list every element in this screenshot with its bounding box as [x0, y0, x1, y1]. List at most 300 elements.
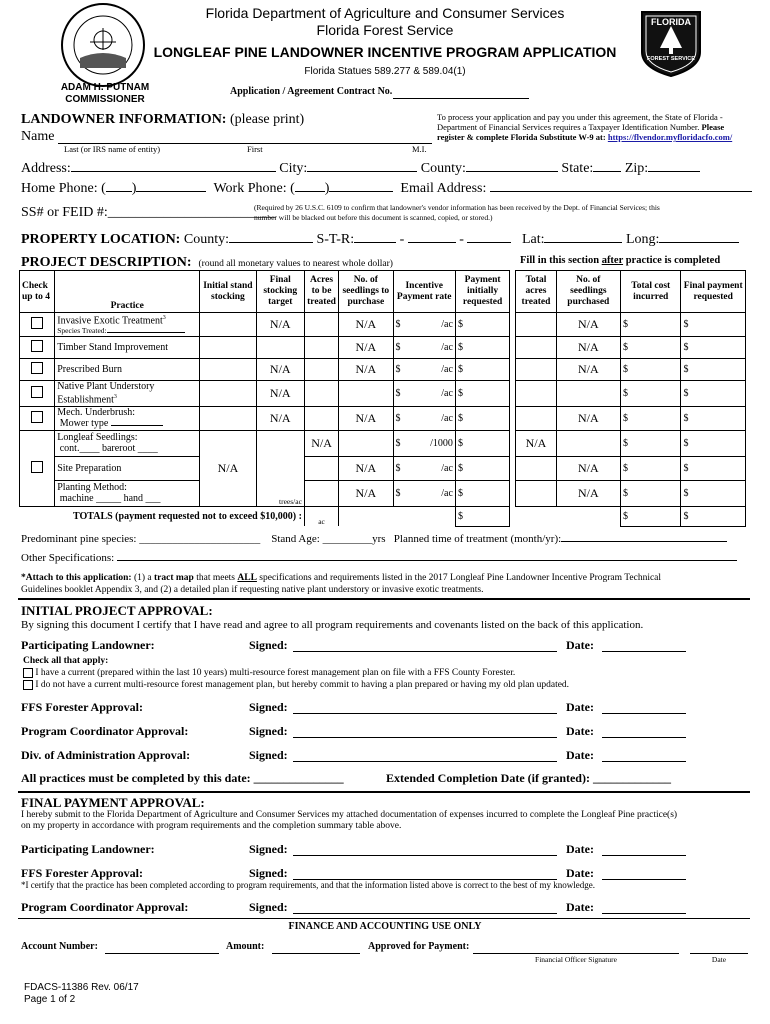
- burn-total-acres-cell[interactable]: [516, 359, 556, 381]
- timber-acres-cell[interactable]: [304, 337, 338, 359]
- mech-purchased-na: N/A: [556, 406, 620, 430]
- siteprep-final-cell[interactable]: [681, 456, 746, 480]
- property-county-field[interactable]: [229, 242, 313, 243]
- specs-row: [21, 533, 727, 545]
- final-forester-date-field[interactable]: [602, 879, 686, 880]
- totals-payment-cell[interactable]: [455, 506, 509, 526]
- check-all-label: Check all that apply:: [23, 656, 109, 666]
- col-payment: Payment initially requested: [455, 271, 509, 313]
- burn-acres-cell[interactable]: [304, 359, 338, 381]
- payment-dollar: $: [457, 462, 463, 474]
- trees-per-acre-unit: trees/ac: [279, 496, 302, 506]
- planting-purchased-na: N/A: [556, 480, 620, 506]
- work-phone-label: Work Phone: (: [213, 181, 295, 196]
- planting-final-cell[interactable]: [681, 480, 746, 506]
- plan-option-1-checkbox[interactable]: [23, 668, 33, 678]
- property-county-label: County:: [183, 232, 229, 247]
- cost-dollar: $: [623, 487, 629, 499]
- w9-link[interactable]: https://flvendor.myfloridacfo.com/: [607, 132, 733, 142]
- dept-name: Florida Department of Agriculture and Consumer Services: [205, 5, 565, 21]
- siteprep-acres-cell[interactable]: [304, 456, 338, 480]
- rate-dollar: $: [395, 437, 401, 449]
- project-heading-note: (round all monetary values to nearest whole dollar): [198, 259, 393, 269]
- practice-native: [55, 381, 200, 406]
- amount-field[interactable]: [272, 953, 360, 954]
- range-field[interactable]: [467, 242, 511, 243]
- payment-dollar: $: [457, 437, 463, 449]
- table-row: [20, 406, 746, 430]
- table-header-row: [20, 271, 746, 313]
- totals-blank-2: [516, 506, 621, 526]
- planting-checkbox[interactable]: [31, 461, 43, 473]
- planting-rate-cell[interactable]: [393, 480, 455, 506]
- forester-signature-field[interactable]: [293, 713, 557, 714]
- burn-checkbox[interactable]: [31, 362, 43, 374]
- col-seedlings: No. of seedlings to purchase: [339, 271, 393, 313]
- str-label: S-T-R:: [316, 232, 355, 247]
- long-label: Long:: [625, 232, 660, 247]
- certify-note: *I certify that the practice has been completed according to program requirements, and that the information listed above is correct to the best of my knowledge.: [21, 880, 596, 890]
- totals-cost-dollar: $: [623, 510, 629, 522]
- str-dash-1: -: [399, 232, 405, 247]
- native-seedlings-cell[interactable]: [339, 381, 393, 406]
- long-field[interactable]: [659, 242, 739, 243]
- payment-dollar: $: [457, 412, 463, 424]
- predominant-species: Predominant pine species: ______________________: [21, 533, 261, 545]
- planting-final-cell[interactable]: [256, 430, 304, 506]
- other-specs-field[interactable]: [117, 560, 737, 561]
- officer-signature-field[interactable]: [473, 953, 679, 954]
- totals-row: [20, 506, 746, 526]
- burn-cost-cell[interactable]: [621, 359, 681, 381]
- section-field[interactable]: [354, 242, 396, 243]
- native-label-1: Native Plant Understory: [57, 381, 155, 393]
- home-phone-paren: ): [131, 181, 137, 196]
- zip-field[interactable]: [648, 171, 700, 172]
- totals-label: TOTALS (payment requested not to exceed $10,000) :: [20, 506, 305, 526]
- admin-signature-field[interactable]: [293, 761, 557, 762]
- table-row: [20, 359, 746, 381]
- table-row: [20, 381, 746, 406]
- species-treated-field[interactable]: [107, 332, 185, 333]
- admin-date-field[interactable]: [602, 761, 686, 762]
- col-practice: Practice: [55, 271, 200, 313]
- mech-initial-cell[interactable]: [200, 406, 256, 430]
- badge-top-text: FLORIDA: [651, 17, 691, 27]
- planned-time-label: Planned time of treatment (month/yr):: [393, 533, 562, 545]
- seedlings-payment-cell[interactable]: [455, 430, 509, 456]
- seedlings-count-cell[interactable]: [339, 430, 393, 456]
- stand-age: Stand Age: _________yrs: [271, 533, 386, 545]
- invasive-total-acres-cell[interactable]: [516, 313, 556, 337]
- mech-total-acres-cell[interactable]: [516, 406, 556, 430]
- planting-seedlings-na: N/A: [339, 480, 393, 506]
- totals-cost-cell[interactable]: [621, 506, 681, 526]
- siteprep-cost-cell[interactable]: [621, 456, 681, 480]
- final-dollar: $: [683, 387, 689, 399]
- address-field[interactable]: [71, 171, 276, 172]
- completion-deadline: All practices must be completed by this date: _______________: [21, 771, 344, 785]
- landowner-heading: [21, 112, 304, 128]
- final-coordinator-label: Program Coordinator Approval:: [21, 900, 189, 914]
- rate-dollar: $: [395, 319, 401, 331]
- native-final-na: N/A: [256, 381, 304, 406]
- payment-dollar: $: [457, 387, 463, 399]
- invasive-label: Invasive Exotic Treatment: [57, 315, 163, 327]
- timber-cost-cell[interactable]: [621, 337, 681, 359]
- native-cost-cell[interactable]: [621, 381, 681, 406]
- divider-2: [18, 791, 750, 793]
- rate-unit: /ac: [441, 319, 453, 331]
- invasive-checkbox[interactable]: [31, 317, 43, 329]
- forester-approval-label: FFS Forester Approval:: [21, 700, 143, 714]
- mech-cost-cell[interactable]: [621, 406, 681, 430]
- timber-final-cell[interactable]: [256, 337, 304, 359]
- rate-unit: /ac: [441, 412, 453, 424]
- attach-2: Guidelines booklet Appendix 3, and (2) a detailed plan if requesting native plant understory or invasive exotic treatments.: [21, 585, 484, 595]
- seedlings-cost-cell[interactable]: [621, 430, 681, 456]
- native-label-2: Establishment: [57, 394, 114, 406]
- native-purchased-cell[interactable]: [556, 381, 620, 406]
- final-coordinator-signed-label: Signed:: [249, 900, 288, 914]
- tin-note-line-4: register & complete Florida Substitute W-9 at:: [437, 132, 606, 142]
- rate-unit-thousand: /1000: [430, 437, 453, 449]
- forester-date-field[interactable]: [602, 713, 686, 714]
- ssn-note-line-1: (Required by 26 U.S.C. 6109 to confirm that landowner's vendor information has been received by the Dept. of Financial Services; this: [254, 203, 660, 212]
- extended-completion-date: Extended Completion Date (if granted): _____________: [386, 771, 671, 785]
- payment-dollar: $: [457, 342, 463, 354]
- mech-label-1: Mech. Underbrush:: [57, 407, 135, 419]
- planting-cost-cell[interactable]: [621, 480, 681, 506]
- native-payment-cell[interactable]: [455, 381, 509, 406]
- totals-blank: [339, 506, 456, 526]
- other-specs-label: Other Specifications:: [21, 552, 115, 564]
- native-checkbox[interactable]: [31, 386, 43, 398]
- practice-site-prep: Site Preparation: [55, 456, 200, 480]
- attach-1a: *Attach to this application:: [21, 573, 132, 583]
- badge-bottom-text: FOREST SERVICE: [647, 56, 695, 62]
- practice-burn: Prescribed Burn: [55, 359, 200, 381]
- phone-row: [21, 181, 761, 197]
- cost-dollar: $: [623, 319, 629, 331]
- col-total-cost: Total cost incurred: [621, 271, 681, 313]
- mech-acres-cell[interactable]: [304, 406, 338, 430]
- mower-type-field[interactable]: [111, 425, 163, 426]
- attach-1d: that meets: [193, 573, 238, 583]
- project-heading: [21, 255, 393, 271]
- seedlings-acres-na: N/A: [304, 430, 338, 456]
- commissioner-title: COMMISSIONER: [65, 94, 145, 105]
- landowner-heading-text: LANDOWNER INFORMATION:: [21, 112, 227, 127]
- property-row: [21, 232, 761, 248]
- timber-total-acres-cell[interactable]: [516, 337, 556, 359]
- participating-landowner-label: Participating Landowner:: [21, 638, 155, 652]
- invasive-acres-cell[interactable]: [304, 313, 338, 337]
- rate-unit: /ac: [441, 387, 453, 399]
- col-acres: Acres to be treated: [304, 271, 338, 313]
- final-dollar: $: [683, 487, 689, 499]
- seedlings-total-acres-na: N/A: [516, 430, 556, 456]
- rate-unit: /ac: [441, 342, 453, 354]
- str-dash-2: -: [459, 232, 464, 247]
- plan-option-2-checkbox[interactable]: [23, 680, 33, 690]
- invasive-purchased-na: N/A: [556, 313, 620, 337]
- planned-time-field[interactable]: [561, 541, 727, 542]
- practice-seedlings: [55, 430, 200, 456]
- burn-purchased-na: N/A: [556, 359, 620, 381]
- rate-dollar: $: [395, 462, 401, 474]
- burn-final-cell[interactable]: [681, 359, 746, 381]
- table-row: [20, 430, 746, 456]
- fill-note-a: Fill in this section: [520, 255, 602, 266]
- planting-label-1: Planting Method:: [57, 482, 127, 494]
- planting-label-2: machine _____ hand ___: [59, 493, 161, 505]
- table-row: [20, 337, 746, 359]
- participating-signature-field[interactable]: [293, 651, 557, 652]
- county-label: County:: [420, 161, 466, 176]
- forester-date-label: Date:: [566, 700, 594, 714]
- rate-dollar: $: [395, 364, 401, 376]
- officer-signature-caption: Financial Officer Signature: [535, 955, 617, 964]
- planting-payment-cell[interactable]: [455, 480, 509, 506]
- final-coordinator-date-field[interactable]: [602, 913, 686, 914]
- native-rate-cell[interactable]: [393, 381, 455, 406]
- form-number: FDACS-11386 Rev. 06/17: [24, 982, 139, 993]
- timber-check-cell: [20, 337, 55, 359]
- rate-dollar: $: [395, 342, 401, 354]
- final-dollar: $: [683, 437, 689, 449]
- plan-option-1-text: I have a current (prepared within the last 10 years) multi-resource forest management plan on file with a FFS County Forester.: [35, 668, 516, 679]
- col-initial: Initial stand stocking: [200, 271, 256, 313]
- tin-note-line-1: To process your application and pay you under this agreement, the State of Florida -: [437, 112, 723, 122]
- cost-dollar: $: [623, 412, 629, 424]
- lat-field[interactable]: [544, 242, 622, 243]
- final-coordinator-date-label: Date:: [566, 900, 594, 914]
- account-number-field[interactable]: [105, 953, 219, 954]
- final-dollar: $: [683, 412, 689, 424]
- timber-final-cell[interactable]: [681, 337, 746, 359]
- plan-option-1: [23, 668, 515, 678]
- col-check: Check up to 4: [20, 271, 55, 313]
- contract-number-field[interactable]: [393, 97, 529, 99]
- final-dollar: $: [683, 462, 689, 474]
- native-sup: 3: [113, 394, 117, 401]
- totals-final-cell[interactable]: [681, 506, 746, 526]
- participating-date-field[interactable]: [602, 651, 686, 652]
- tin-note: [437, 112, 757, 142]
- coordinator-approval-label: Program Coordinator Approval:: [21, 724, 189, 738]
- rate-unit: /ac: [441, 487, 453, 499]
- native-check-cell: [20, 381, 55, 406]
- mech-checkbox[interactable]: [31, 411, 43, 423]
- admin-approval-label: Div. of Administration Approval:: [21, 748, 191, 762]
- mech-final-cell[interactable]: [681, 406, 746, 430]
- work-area-code-field[interactable]: [295, 191, 325, 192]
- invasive-final-cell[interactable]: [681, 313, 746, 337]
- totals-final-dollar: $: [683, 510, 689, 522]
- project-heading-text: PROJECT DESCRIPTION:: [21, 255, 192, 270]
- coordinator-signature-field[interactable]: [293, 737, 557, 738]
- cost-dollar: $: [623, 342, 629, 354]
- rate-dollar: $: [395, 412, 401, 424]
- mech-payment-cell[interactable]: [455, 406, 509, 430]
- mech-seedlings-na: N/A: [339, 406, 393, 430]
- payment-dollar: $: [457, 364, 463, 376]
- email-field[interactable]: [490, 191, 752, 192]
- finance-heading: FINANCE AND ACCOUNTING USE ONLY: [288, 921, 482, 932]
- cost-dollar: $: [623, 387, 629, 399]
- seedlings-final-cell[interactable]: [681, 430, 746, 456]
- county-field[interactable]: [466, 171, 558, 172]
- invasive-cost-cell[interactable]: [621, 313, 681, 337]
- rate-dollar: $: [395, 387, 401, 399]
- home-phone-field[interactable]: [136, 191, 206, 192]
- project-table: [19, 270, 746, 527]
- final-coordinator-signature-field[interactable]: [293, 913, 557, 914]
- mech-rate-cell[interactable]: [393, 406, 455, 430]
- city-field[interactable]: [307, 171, 417, 172]
- totals-payment-dollar: $: [457, 510, 463, 522]
- practice-invasive: [55, 313, 200, 337]
- lat-label: Lat:: [521, 232, 545, 247]
- invasive-payment-cell[interactable]: [455, 313, 509, 337]
- cost-dollar: $: [623, 462, 629, 474]
- property-location-label: PROPERTY LOCATION:: [21, 232, 181, 247]
- contract-number-label: Application / Agreement Contract No.: [230, 86, 393, 97]
- totals-ac-unit: ac: [318, 517, 325, 527]
- native-initial-cell[interactable]: [200, 381, 256, 406]
- timber-purchased-na: N/A: [556, 337, 620, 359]
- ssn-row: [21, 205, 276, 221]
- rate-unit: /ac: [441, 462, 453, 474]
- siteprep-payment-cell[interactable]: [455, 456, 509, 480]
- final-heading: FINAL PAYMENT APPROVAL:: [21, 795, 205, 810]
- burn-seedlings-na: N/A: [339, 359, 393, 381]
- state-field[interactable]: [593, 171, 621, 172]
- invasive-initial-cell[interactable]: [200, 313, 256, 337]
- divider-1: [18, 598, 750, 600]
- attach-1f: specifications and requirements listed in the 2017 Longleaf Pine Landowner Incentive Program Technical: [256, 573, 662, 583]
- final-landowner-signature-field[interactable]: [293, 855, 557, 856]
- page-number: Page 1 of 2: [24, 994, 76, 1005]
- rate-unit: /ac: [441, 364, 453, 376]
- work-phone-field[interactable]: [329, 191, 393, 192]
- division-name: Florida Forest Service: [316, 22, 454, 38]
- practice-mech: [55, 406, 200, 430]
- final-text: [21, 810, 761, 832]
- forester-signed-label: Signed:: [249, 700, 288, 714]
- mech-check-cell: [20, 406, 55, 430]
- fill-note-after: after: [601, 255, 624, 266]
- coordinator-date-field[interactable]: [602, 737, 686, 738]
- amount-label: Amount:: [226, 941, 265, 952]
- timber-initial-cell[interactable]: [200, 337, 256, 359]
- timber-checkbox[interactable]: [31, 340, 43, 352]
- col-final: Final stocking target: [256, 271, 304, 313]
- invasive-rate-cell[interactable]: [393, 313, 455, 337]
- final-landowner-label: Participating Landowner:: [21, 842, 155, 856]
- table-row: [20, 480, 746, 506]
- final-text-line-2: on my property in accordance with program requirements and the completion summary table above.: [21, 821, 402, 831]
- city-label: City:: [279, 161, 308, 176]
- email-label: Email Address:: [400, 181, 487, 196]
- table-row: [20, 456, 746, 480]
- divider-3: [18, 918, 750, 919]
- practice-timber: Timber Stand Improvement: [55, 337, 200, 359]
- ssn-field[interactable]: ________________________: [107, 205, 276, 220]
- siteprep-rate-cell[interactable]: [393, 456, 455, 480]
- ssn-note: [254, 203, 759, 223]
- officer-date-caption: Date: [711, 955, 727, 964]
- native-final-cell[interactable]: [681, 381, 746, 406]
- officer-date-field[interactable]: [690, 953, 748, 954]
- timber-rate-cell[interactable]: [393, 337, 455, 359]
- coordinator-signed-label: Signed:: [249, 724, 288, 738]
- burn-rate-cell[interactable]: [393, 359, 455, 381]
- planting-acres-cell[interactable]: [304, 480, 338, 506]
- statutes: Florida Statues 589.277 & 589.04(1): [304, 66, 466, 77]
- siteprep-total-acres-cell[interactable]: [516, 456, 556, 480]
- township-field[interactable]: [408, 242, 456, 243]
- species-treated-label: Species Treated:: [57, 326, 107, 336]
- name-label: Name: [21, 129, 55, 144]
- native-acres-cell[interactable]: [304, 381, 338, 406]
- attach-note: [21, 572, 761, 596]
- native-total-acres-cell[interactable]: [516, 381, 556, 406]
- seedlings-rate-cell[interactable]: [393, 430, 455, 456]
- final-landowner-signed-label: Signed:: [249, 842, 288, 856]
- timber-payment-cell[interactable]: [455, 337, 509, 359]
- timber-seedlings-na: N/A: [339, 337, 393, 359]
- participating-signed-label: Signed:: [249, 638, 288, 652]
- participating-date-label: Date:: [566, 638, 594, 652]
- final-forester-signed-label: Signed:: [249, 866, 288, 880]
- account-number-label: Account Number:: [21, 941, 98, 952]
- initial-text: By signing this document I certify that I have read and agree to all program requirements and covenants listed on the back of this application.: [21, 619, 644, 631]
- final-dollar: $: [683, 342, 689, 354]
- cost-dollar: $: [623, 437, 629, 449]
- invasive-check-cell: [20, 313, 55, 337]
- burn-payment-cell[interactable]: [455, 359, 509, 381]
- col-seedlings-purchased: No. of seedlings purchased: [556, 271, 620, 313]
- mech-final-na: N/A: [256, 406, 304, 430]
- cost-dollar: $: [623, 364, 629, 376]
- mi-hint: M.I.: [412, 144, 427, 154]
- tin-note-line-2: Department of Financial Services requires a Taxpayer Identification Number.: [437, 122, 700, 132]
- home-area-code-field[interactable]: [106, 191, 132, 192]
- planting-total-acres-cell[interactable]: [516, 480, 556, 506]
- final-landowner-date-field[interactable]: [602, 855, 686, 856]
- totals-acres-cell[interactable]: [304, 506, 338, 526]
- burn-initial-cell[interactable]: [200, 359, 256, 381]
- final-forester-date-label: Date:: [566, 866, 594, 880]
- address-label: Address:: [21, 161, 71, 176]
- plan-option-2: [23, 680, 569, 690]
- address-row: [21, 161, 761, 177]
- admin-signed-label: Signed:: [249, 748, 288, 762]
- zip-label: Zip:: [624, 161, 649, 176]
- commissioner-name: ADAM H. PUTNAM: [60, 82, 150, 93]
- seedlings-purchased-cell[interactable]: [556, 430, 620, 456]
- initial-heading: INITIAL PROJECT APPROVAL:: [21, 603, 213, 618]
- work-phone-paren: ): [324, 181, 330, 196]
- col-total-acres: Total acres treated: [516, 271, 556, 313]
- seedlings-label-1: Longleaf Seedlings:: [57, 432, 138, 444]
- invasive-final-na: N/A: [256, 313, 304, 337]
- final-text-line-1: I hereby submit to the Florida Department of Agriculture and Consumer Services my attached documentation of expenses incurred to complete the Longleaf Pine practice(s): [21, 810, 678, 820]
- attach-1b: (1) a: [131, 573, 154, 583]
- plan-option-2-text: I do not have a current multi-resource forest management plan, but hereby commit to having a plan prepared or having my old plan updated.: [35, 680, 570, 691]
